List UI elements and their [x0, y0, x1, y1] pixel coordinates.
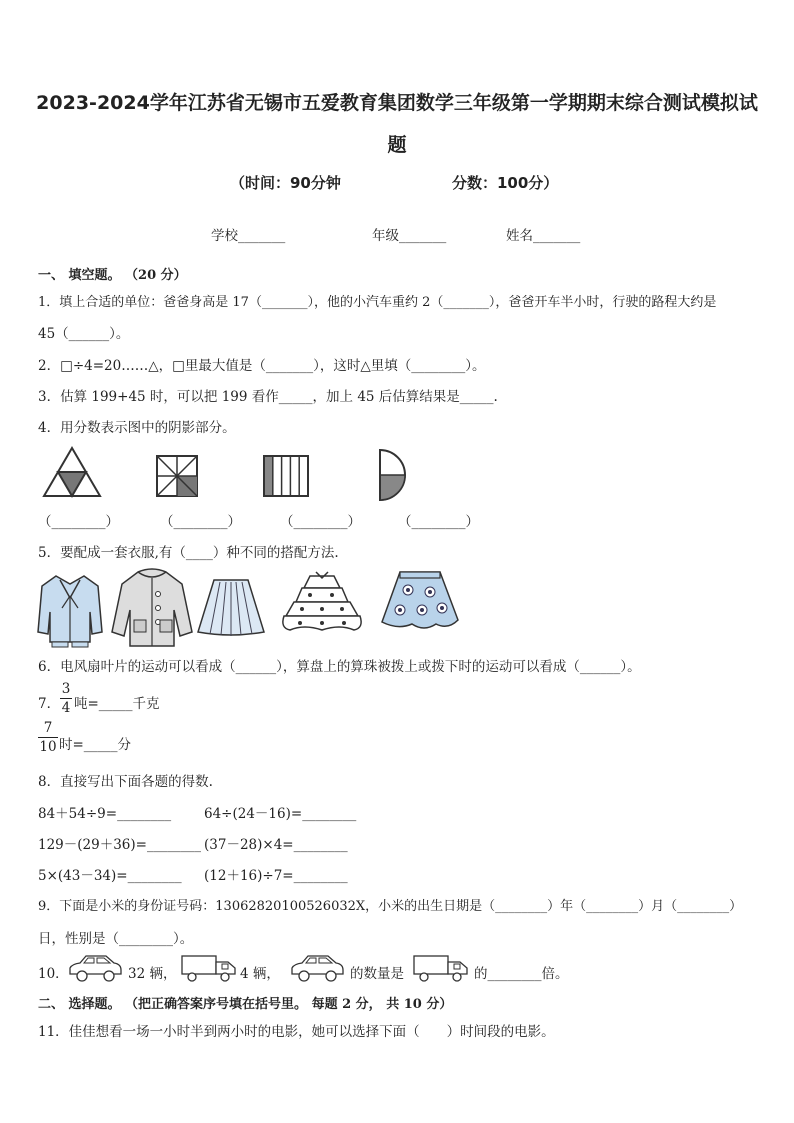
fraction-three-quarters	[60, 681, 72, 716]
page-title: 2023-2024学年江苏省无锡市五爱教育集团数学三年级第一学期期末综合测试模拟试	[36, 92, 758, 114]
fraction-numerator: 7	[43, 720, 53, 736]
section-heading-fill-in: 一、 填空题。 （20 分）	[38, 268, 187, 283]
truck-icon	[412, 952, 470, 984]
q10-text-times: 的________倍。	[474, 966, 569, 982]
fraction-denominator: 10	[39, 739, 57, 755]
coat-image	[110, 566, 194, 650]
question-2: 2．□÷4=20……△，□里最大值是（_______），这时△里填（________）。	[38, 358, 486, 374]
rectangle-figure	[263, 455, 309, 497]
q10-car-count: 32 辆，	[128, 966, 177, 982]
grade-field: 年级_______	[372, 228, 447, 244]
car-icon	[288, 952, 346, 984]
semicircle-figure	[378, 448, 408, 502]
question-1-continued: 45（______）。	[38, 326, 130, 342]
question-3: 3．估算 199+45 时，可以把 199 看作_____，加上 45 后估算结果是_____.	[38, 389, 498, 405]
time-label: （时间：90分钟	[230, 174, 341, 192]
page-title-continued: 题	[387, 134, 407, 156]
section-heading-multiple-choice: 二、 选择题。 （把正确答案序号填在括号里。 每题 2 分， 共 10 分）	[38, 997, 453, 1012]
q8-item-5: 5×(43－34)=________	[38, 868, 182, 884]
question-5: 5．要配成一套衣服,有（____）种不同的搭配方法.	[38, 545, 339, 561]
q10-text-quantity: 的数量是	[350, 966, 404, 982]
car-icon	[66, 952, 124, 984]
ruffled-skirt-image	[280, 568, 364, 634]
q4-blank-3: （________）	[280, 514, 361, 530]
q8-item-2: 64÷(24－16)=________	[204, 806, 357, 822]
school-field: 学校_______	[211, 228, 286, 244]
q10-truck-count: 4 辆，	[240, 966, 280, 982]
question-8: 8．直接写出下面各题的得数.	[38, 774, 213, 790]
patterned-skirt-image	[378, 570, 464, 632]
triangle-figure	[42, 446, 102, 498]
question-6: 6．电风扇叶片的运动可以看成（______），算盘上的算珠被拨上或拨下时的运动可以看成（______）。	[38, 659, 641, 675]
pleated-skirt-image	[196, 578, 266, 638]
fraction-seven-tenths	[38, 720, 58, 755]
question-4: 4．用分数表示图中的阴影部分。	[38, 420, 236, 436]
question-7b-text: 时=_____分	[59, 737, 132, 753]
q8-item-3: 129－(29＋36)=________	[38, 837, 201, 853]
fraction-denominator: 4	[61, 700, 71, 716]
q8-item-4: (37－28)×4=________	[204, 837, 348, 853]
question-1: 1．填上合适的单位：爸爸身高是 17（_______），他的小汽车重约 2（_______），爸爸开车半小时，行驶的路程大约是	[38, 295, 717, 310]
truck-icon	[180, 952, 238, 984]
q4-blank-4: （________）	[398, 514, 479, 530]
fraction-numerator: 3	[61, 681, 71, 697]
question-9-continued: 日，性别是（________）。	[38, 931, 194, 947]
name-field: 姓名_______	[506, 228, 581, 244]
question-11: 11．佳佳想看一场一小时半到两小时的电影，她可以选择下面（ ）时间段的电影。	[38, 1024, 555, 1040]
q4-blank-2: （________）	[160, 514, 241, 530]
q8-item-1: 84＋54÷9=________	[38, 806, 172, 822]
question-10-number: 10．	[38, 966, 69, 982]
q4-blank-1: （________）	[38, 514, 119, 530]
question-7a-text: 吨=_____千克	[74, 696, 160, 712]
square-figure	[156, 455, 198, 497]
question-7-number: 7．	[38, 696, 61, 712]
question-9: 9．下面是小米的身份证号码：13062820100526032X，小米的出生日期是（________）年（________）月（________）	[38, 899, 743, 914]
jacket-image	[36, 572, 104, 648]
q8-item-6: (12＋16)÷7=________	[204, 868, 348, 884]
score-label: 分数：100分）	[452, 174, 559, 192]
